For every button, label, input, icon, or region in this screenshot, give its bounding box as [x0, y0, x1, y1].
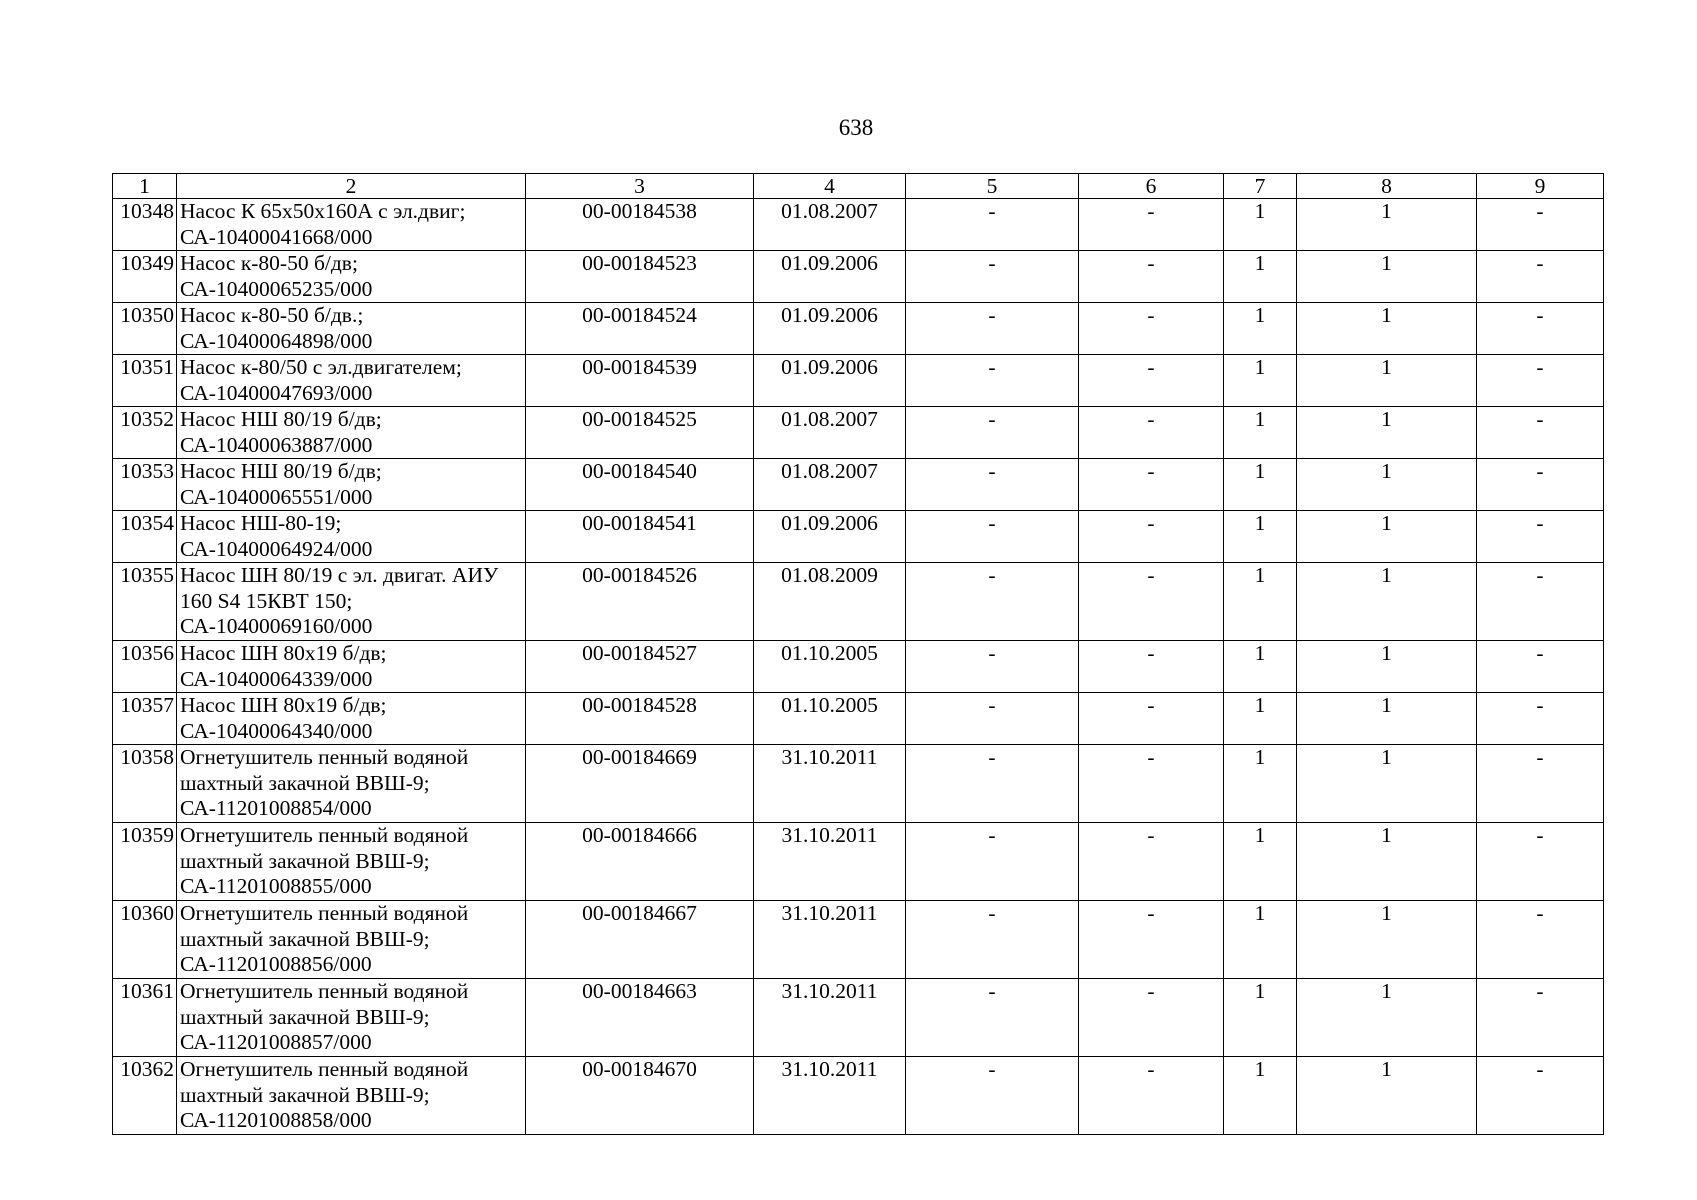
table-row [113, 563, 1604, 641]
table-row [113, 979, 1604, 1057]
row-number: 10353 [113, 459, 177, 511]
item-date: 01.08.2007 [754, 199, 906, 251]
item-code: 00-00184527 [526, 641, 754, 693]
column-header-5: 5 [906, 174, 1079, 199]
column-8-value: 1 [1297, 1057, 1477, 1135]
column-8-value: 1 [1297, 303, 1477, 355]
item-name-line: СА-11201008854/000 [180, 796, 372, 820]
column-9-value: - [1477, 355, 1604, 407]
column-5-value: - [906, 693, 1079, 745]
item-name-line: Насос ШН 80/19 с эл. двигат. АИУ [180, 563, 499, 587]
item-name [177, 745, 526, 823]
column-7-value: 1 [1224, 693, 1297, 745]
column-7-value: 1 [1224, 459, 1297, 511]
item-name-line: СА-10400063887/000 [180, 432, 373, 457]
column-7-value: 1 [1224, 355, 1297, 407]
item-name-line: Насос ШН 80х19 б/дв; [180, 693, 387, 717]
row-number: 10355 [113, 563, 177, 641]
item-date: 01.10.2005 [754, 693, 906, 745]
item-name [177, 407, 526, 459]
column-5-value: - [906, 641, 1079, 693]
column-6-value: - [1079, 407, 1224, 459]
item-name-line: Насос ШН 80х19 б/дв; [180, 641, 387, 665]
item-code: 00-00184663 [526, 979, 754, 1057]
column-header-9: 9 [1477, 174, 1604, 199]
column-9-value: - [1477, 823, 1604, 901]
column-5-value: - [906, 1057, 1079, 1135]
item-name-line: Огнетушитель пенный водяной [180, 901, 469, 925]
column-7-value: 1 [1224, 641, 1297, 693]
column-6-value: - [1079, 641, 1224, 693]
item-name [177, 979, 526, 1057]
column-8-value: 1 [1297, 199, 1477, 251]
item-date: 01.10.2005 [754, 641, 906, 693]
column-8-value: 1 [1297, 979, 1477, 1057]
item-name-line: Насос НШ 80/19 б/дв; [180, 407, 382, 431]
item-date: 31.10.2011 [754, 1057, 906, 1135]
item-name-line: СА-10400064898/000 [180, 328, 373, 353]
item-name-line: СА-11201008858/000 [180, 1108, 372, 1132]
column-6-value: - [1079, 355, 1224, 407]
column-7-value: 1 [1224, 901, 1297, 979]
item-code: 00-00184539 [526, 355, 754, 407]
table-row [113, 901, 1604, 979]
column-7-value: 1 [1224, 563, 1297, 641]
item-name [177, 563, 526, 641]
item-name-line: шахтный закачной ВВШ-9; [180, 848, 430, 873]
column-8-value: 1 [1297, 563, 1477, 641]
column-8-value: 1 [1297, 745, 1477, 823]
column-header-8: 8 [1297, 174, 1477, 199]
inventory-table [112, 173, 1604, 1135]
column-9-value: - [1477, 407, 1604, 459]
item-name-line: СА-10400065235/000 [180, 276, 373, 301]
column-5-value: - [906, 563, 1079, 641]
item-name-line: СА-11201008855/000 [180, 874, 372, 898]
row-number: 10356 [113, 641, 177, 693]
item-code: 00-00184666 [526, 823, 754, 901]
row-number: 10358 [113, 745, 177, 823]
column-5-value: - [906, 303, 1079, 355]
table-body [113, 199, 1604, 1135]
item-name-line: Огнетушитель пенный водяной [180, 1057, 469, 1081]
column-6-value: - [1079, 459, 1224, 511]
column-7-value: 1 [1224, 1057, 1297, 1135]
column-8-value: 1 [1297, 693, 1477, 745]
table-row [113, 303, 1604, 355]
item-name-line: Насос к-80-50 б/дв.; [180, 303, 364, 327]
item-name [177, 641, 526, 693]
column-6-value: - [1079, 511, 1224, 563]
row-number: 10348 [113, 199, 177, 251]
column-6-value: - [1079, 823, 1224, 901]
item-name-line: СА-10400047693/000 [180, 380, 373, 405]
column-5-value: - [906, 251, 1079, 303]
item-name [177, 511, 526, 563]
item-name-line: Насос НШ-80-19; [180, 511, 342, 535]
column-7-value: 1 [1224, 199, 1297, 251]
item-name-line: СА-10400064340/000 [180, 718, 373, 743]
item-date: 31.10.2011 [754, 901, 906, 979]
item-date: 01.09.2006 [754, 511, 906, 563]
table-row [113, 459, 1604, 511]
column-7-value: 1 [1224, 745, 1297, 823]
item-name-line: Насос К 65х50х160А с эл.двиг; [180, 199, 466, 223]
column-9-value: - [1477, 303, 1604, 355]
row-number: 10362 [113, 1057, 177, 1135]
column-6-value: - [1079, 1057, 1224, 1135]
table-row [113, 641, 1604, 693]
column-header-6: 6 [1079, 174, 1224, 199]
item-name-line: СА-10400069160/000 [180, 614, 373, 638]
item-name-line: Огнетушитель пенный водяной [180, 979, 469, 1003]
column-9-value: - [1477, 1057, 1604, 1135]
column-5-value: - [906, 979, 1079, 1057]
item-date: 01.09.2006 [754, 355, 906, 407]
column-5-value: - [906, 459, 1079, 511]
column-6-value: - [1079, 199, 1224, 251]
item-date: 31.10.2011 [754, 823, 906, 901]
item-code: 00-00184525 [526, 407, 754, 459]
column-9-value: - [1477, 979, 1604, 1057]
table-row [113, 407, 1604, 459]
item-date: 31.10.2011 [754, 745, 906, 823]
item-date: 01.08.2007 [754, 459, 906, 511]
item-code: 00-00184541 [526, 511, 754, 563]
item-name [177, 1057, 526, 1135]
table-row [113, 355, 1604, 407]
column-9-value: - [1477, 901, 1604, 979]
column-5-value: - [906, 407, 1079, 459]
column-5-value: - [906, 901, 1079, 979]
column-7-value: 1 [1224, 511, 1297, 563]
header-row [113, 174, 1604, 199]
column-header-3: 3 [526, 174, 754, 199]
row-number: 10351 [113, 355, 177, 407]
column-7-value: 1 [1224, 407, 1297, 459]
column-5-value: - [906, 355, 1079, 407]
item-name-line: 160 S4 15КВТ 150; [180, 588, 353, 613]
column-5-value: - [906, 823, 1079, 901]
table-row [113, 693, 1604, 745]
item-name-line: Огнетушитель пенный водяной [180, 745, 469, 769]
item-name-line: СА-10400065551/000 [180, 484, 373, 509]
row-number: 10361 [113, 979, 177, 1057]
row-number: 10352 [113, 407, 177, 459]
table-row [113, 1057, 1604, 1135]
column-6-value: - [1079, 693, 1224, 745]
column-7-value: 1 [1224, 303, 1297, 355]
item-date: 31.10.2011 [754, 979, 906, 1057]
item-name [177, 251, 526, 303]
row-number: 10349 [113, 251, 177, 303]
item-code: 00-00184523 [526, 251, 754, 303]
column-9-value: - [1477, 745, 1604, 823]
column-9-value: - [1477, 693, 1604, 745]
column-9-value: - [1477, 251, 1604, 303]
column-8-value: 1 [1297, 901, 1477, 979]
item-name-line: СА-10400064924/000 [180, 536, 373, 561]
column-header-2: 2 [177, 174, 526, 199]
column-8-value: 1 [1297, 355, 1477, 407]
item-code: 00-00184526 [526, 563, 754, 641]
item-date: 01.08.2007 [754, 407, 906, 459]
item-date: 01.09.2006 [754, 251, 906, 303]
column-9-value: - [1477, 563, 1604, 641]
row-number: 10350 [113, 303, 177, 355]
row-number: 10354 [113, 511, 177, 563]
item-code: 00-00184524 [526, 303, 754, 355]
item-name-line: СА-10400041668/000 [180, 224, 373, 249]
item-name-line: СА-11201008856/000 [180, 952, 372, 976]
item-name [177, 901, 526, 979]
column-8-value: 1 [1297, 823, 1477, 901]
table-row [113, 745, 1604, 823]
column-7-value: 1 [1224, 251, 1297, 303]
item-name-line: шахтный закачной ВВШ-9; [180, 926, 430, 951]
column-8-value: 1 [1297, 459, 1477, 511]
column-6-value: - [1079, 563, 1224, 641]
column-header-7: 7 [1224, 174, 1297, 199]
column-6-value: - [1079, 303, 1224, 355]
item-code: 00-00184670 [526, 1057, 754, 1135]
column-6-value: - [1079, 745, 1224, 823]
column-6-value: - [1079, 901, 1224, 979]
item-code: 00-00184538 [526, 199, 754, 251]
column-8-value: 1 [1297, 511, 1477, 563]
item-name-line: СА-10400064339/000 [180, 666, 373, 691]
item-name [177, 459, 526, 511]
item-name [177, 355, 526, 407]
item-code: 00-00184540 [526, 459, 754, 511]
column-5-value: - [906, 199, 1079, 251]
table-row [113, 199, 1604, 251]
column-8-value: 1 [1297, 641, 1477, 693]
table-row [113, 511, 1604, 563]
column-7-value: 1 [1224, 823, 1297, 901]
item-date: 01.08.2009 [754, 563, 906, 641]
column-9-value: - [1477, 641, 1604, 693]
column-9-value: - [1477, 511, 1604, 563]
item-name [177, 693, 526, 745]
item-name-line: Насос НШ 80/19 б/дв; [180, 459, 382, 483]
row-number: 10360 [113, 901, 177, 979]
item-name-line: шахтный закачной ВВШ-9; [180, 1004, 430, 1029]
column-6-value: - [1079, 251, 1224, 303]
item-name [177, 823, 526, 901]
item-name-line: шахтный закачной ВВШ-9; [180, 1082, 430, 1107]
item-code: 00-00184667 [526, 901, 754, 979]
item-name [177, 199, 526, 251]
table-row [113, 823, 1604, 901]
item-name [177, 303, 526, 355]
item-name-line: Насос к-80-50 б/дв; [180, 251, 358, 275]
page-number: 638 [838, 115, 874, 140]
column-8-value: 1 [1297, 251, 1477, 303]
column-7-value: 1 [1224, 979, 1297, 1057]
item-code: 00-00184528 [526, 693, 754, 745]
item-name-line: Насос к-80/50 с эл.двигателем; [180, 355, 462, 379]
column-5-value: - [906, 511, 1079, 563]
column-8-value: 1 [1297, 407, 1477, 459]
row-number: 10357 [113, 693, 177, 745]
column-5-value: - [906, 745, 1079, 823]
table-row [113, 251, 1604, 303]
item-name-line: шахтный закачной ВВШ-9; [180, 770, 430, 795]
column-header-4: 4 [754, 174, 906, 199]
column-9-value: - [1477, 199, 1604, 251]
row-number: 10359 [113, 823, 177, 901]
column-9-value: - [1477, 459, 1604, 511]
item-name-line: СА-11201008857/000 [180, 1030, 372, 1054]
column-6-value: - [1079, 979, 1224, 1057]
column-header-1: 1 [113, 174, 177, 199]
item-code: 00-00184669 [526, 745, 754, 823]
item-date: 01.09.2006 [754, 303, 906, 355]
item-name-line: Огнетушитель пенный водяной [180, 823, 469, 847]
